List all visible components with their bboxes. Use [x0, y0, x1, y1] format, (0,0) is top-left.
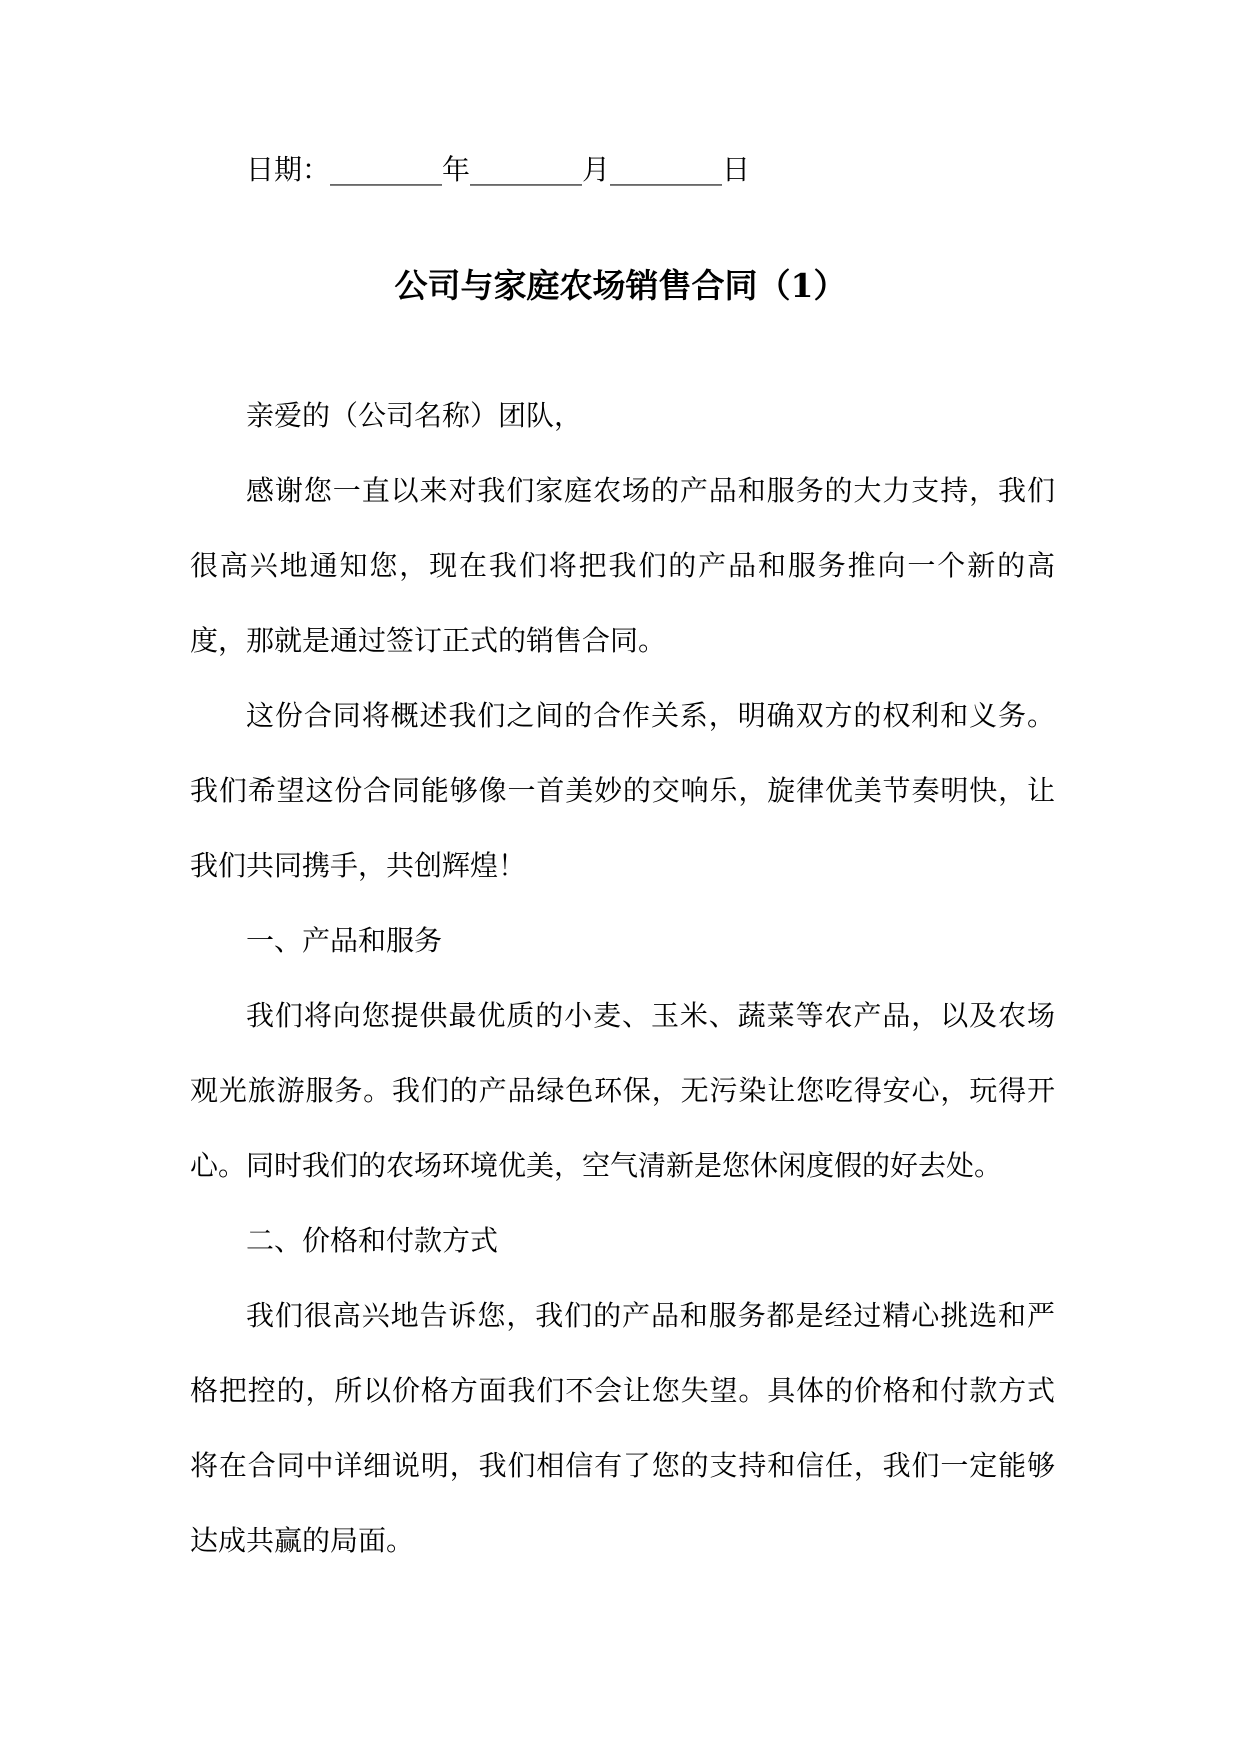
- paragraph-overview: 这份合同将概述我们之间的合作关系，明确双方的权利和义务。我们希望这份合同能够像一首美妙的交响乐，旋律优美节奏明快，让我们共同携手，共创辉煌！: [190, 699, 1055, 882]
- document-body: [190, 378, 1055, 1578]
- paragraph-products: 我们将向您提供最优质的小麦、玉米、蔬菜等农产品，以及农场观光旅游服务。我们的产品绿色环保，无污染让您吃得安心，玩得开心。同时我们的农场环境优美，空气清新是您休闲度假的好去处。: [190, 999, 1055, 1182]
- date-line: 日期：________年________月________日: [246, 153, 751, 186]
- document-title: 公司与家庭农场销售合同（1）: [394, 266, 847, 305]
- salutation: 亲爱的（公司名称）团队，: [246, 399, 583, 432]
- section-heading-products: 一、产品和服务: [246, 924, 443, 957]
- section-heading-pricing: 二、价格和付款方式: [246, 1224, 499, 1257]
- paragraph-intro: 感谢您一直以来对我们家庭农场的产品和服务的大力支持，我们很高兴地通知您，现在我们将把我们的产品和服务推向一个新的高度，那就是通过签订正式的销售合同。: [190, 474, 1055, 657]
- paragraph-pricing: 我们很高兴地告诉您，我们的产品和服务都是经过精心挑选和严格把控的，所以价格方面我们不会让您失望。具体的价格和付款方式将在合同中详细说明，我们相信有了您的支持和信任，我们一定能够达成共赢的局面。: [190, 1299, 1055, 1557]
